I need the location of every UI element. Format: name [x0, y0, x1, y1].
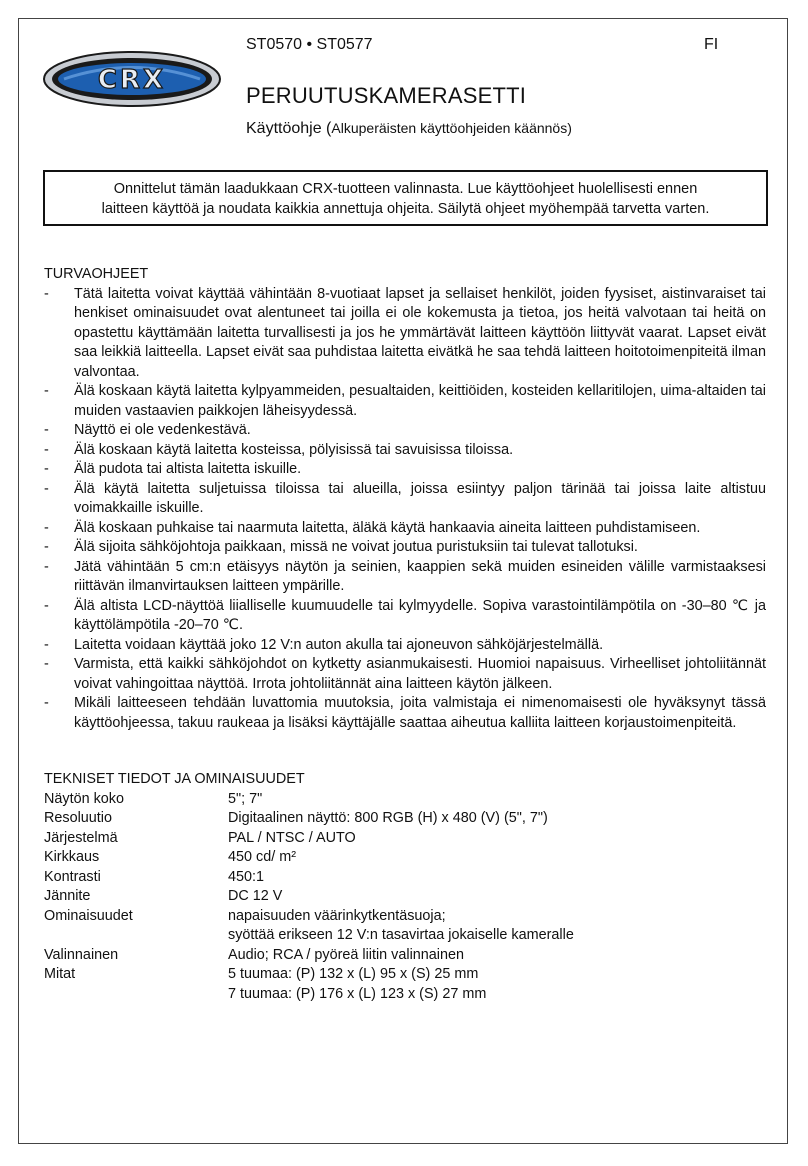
- list-item: - Varmista, että kaikki sähköjohdot on kytketty asianmukaisesti. Huomioi napaisuus. Virheelliset johtoliitännät voivat vahingoittaa näyttöä. Irrota johtoliitännät aina laitteen käytön jälkeen.: [44, 656, 766, 692]
- list-item: - Älä käytä laitetta suljetuissa tiloissa tai alueilla, joissa esiintyy paljon tärinää tai joissa laite altistuu voimakkaille iskuille.: [44, 480, 766, 516]
- spec-label: Järjestelmä: [44, 829, 118, 846]
- spec-value: syöttää erikseen 12 V:n tasavirtaa jokaiselle kameralle: [228, 927, 574, 943]
- list-item: - Mikäli laitteeseen tehdään luvattomia muutoksia, joita valmistaja ei nimenomaisesti ole hyväksynyt tässä käyttöohjeessa, takuu raukeaa ja lisäksi käyttäjälle saattaa aiheutua kalliita laitteen korjaustoimenpiteitä.: [44, 695, 766, 731]
- model-numbers: ST0570 • ST0577: [246, 36, 373, 53]
- list-item: - Jätä vähintään 5 cm:n etäisyys näytön ja seinien, kaappien sekä muiden esineiden välille varmistaaksesi riittävän ilmanvirtauksen laitteen ympärille.: [44, 558, 766, 594]
- spec-label: Ominaisuudet: [44, 907, 133, 924]
- notice-line: Onnittelut tämän laadukkaan CRX-tuotteen valinnasta. Lue käyttöohjeet huolellisesti ennen: [113, 181, 698, 197]
- specs-heading: TEKNISET TIEDOT JA OMINAISUUDET: [44, 771, 305, 787]
- spec-row: [44, 829, 766, 849]
- safety-section: [44, 265, 766, 733]
- spec-row: [44, 907, 766, 946]
- safety-heading: TURVAOHJEET: [44, 266, 149, 282]
- page-title: PERUUTUSKAMERASETTI: [246, 83, 527, 108]
- list-item: - Tätä laitetta voivat käyttää vähintään 8-vuotiaat lapset ja sellaiset henkilöt, joiden fyysiset, aistinvaraiset tai henkiset ominaisuudet ovat alentuneet tai joilla ei ole kokemusta ja tietoa, jos heitä valvotaan tai heitä on opastettu käyttämään laitetta turvallisesti ja jos he ymmärtävät laitteen käyttöön liittyvät vaarat. Lapset eivät saa leikkiä laitteella. Lapset eivät saa puhdistaa laitetta eivätkä he saa tehdä laitteen hoitotoimenpiteitä ilman valvontaa.: [44, 285, 766, 380]
- spec-value: PAL / NTSC / AUTO: [228, 829, 356, 846]
- spec-value: 7 tuumaa: (P) 176 x (L) 123 x (S) 27 mm: [228, 985, 487, 1002]
- page-subtitle: [246, 120, 572, 138]
- logo-text: CRX: [97, 65, 167, 95]
- spec-row: [44, 887, 766, 907]
- subtitle-main: Käyttöohje (: [246, 120, 332, 137]
- spec-row: [44, 965, 766, 1004]
- notice-line: laitteen käyttöä ja noudata kaikkia annettuja ohjeita. Säilytä ohjeet myöhempää tarvetta varten.: [101, 201, 710, 217]
- spec-row: [44, 809, 766, 829]
- specs-section: [44, 770, 766, 1004]
- spec-label: Näytön koko: [44, 790, 124, 807]
- list-item: - Älä sijoita sähköjohtoja paikkaan, missä ne voivat joutua puristuksiin tai tulevat tallotuksi.: [44, 539, 638, 555]
- notice-box: [43, 170, 768, 226]
- list-item: - Älä altista LCD-näyttöä liialliselle kuumuudelle tai kylmyydelle. Sopiva varastointilämpötila on -30–80 ℃ ja käyttölämpötila -20–70 ℃.: [44, 597, 766, 633]
- spec-value: Digitaalinen näyttö: 800 RGB (H) x 480 (V) (5", 7"): [228, 810, 548, 826]
- spec-label: Kontrasti: [44, 868, 101, 885]
- spec-value: napaisuuden väärinkytkentäsuoja;: [228, 907, 446, 924]
- spec-value: 450 cd/ m²: [228, 849, 296, 865]
- crx-logo: [42, 50, 222, 108]
- subtitle-small: Alkuperäisten käyttöohjeiden käännös): [331, 120, 572, 136]
- spec-label: Resoluutio: [44, 810, 112, 826]
- list-item: - Älä koskaan puhkaise tai naarmuta laitetta, äläkä käytä hankaavia aineita laitteen puhdistamiseen.: [44, 519, 701, 536]
- spec-row: [44, 790, 766, 810]
- list-item: - Laitetta voidaan käyttää joko 12 V:n auton akulla tai ajoneuvon sähköjärjestelmällä.: [44, 636, 604, 653]
- list-item: - Älä koskaan käytä laitetta kylpyammeiden, pesualtaiden, keittiöiden, kosteiden kellaritilojen, uima-altaiden tai muiden vastaavien paikkojen läheisyydessä.: [44, 383, 766, 419]
- spec-value: Audio; RCA / pyöreä liitin valinnainen: [228, 946, 464, 963]
- spec-label: Kirkkaus: [44, 849, 100, 865]
- spec-label: Mitat: [44, 966, 76, 982]
- spec-value: DC 12 V: [228, 888, 283, 904]
- list-item: - Näyttö ei ole vedenkestävä.: [44, 422, 251, 438]
- list-item: - Älä koskaan käytä laitetta kosteissa, pölyisissä tai savuisissa tiloissa.: [44, 441, 514, 458]
- language-code: FI: [704, 36, 719, 53]
- list-item: - Älä pudota tai altista laitetta iskuille.: [44, 461, 302, 477]
- spec-row: [44, 946, 766, 966]
- spec-value: 450:1: [228, 868, 265, 885]
- spec-row: [44, 848, 766, 868]
- spec-value: 5 tuumaa: (P) 132 x (L) 95 x (S) 25 mm: [228, 966, 479, 982]
- spec-value: 5"; 7": [228, 790, 263, 807]
- spec-row: [44, 868, 766, 888]
- safety-list: [44, 285, 766, 734]
- spec-label: Valinnainen: [44, 946, 119, 963]
- spec-label: Jännite: [44, 888, 91, 904]
